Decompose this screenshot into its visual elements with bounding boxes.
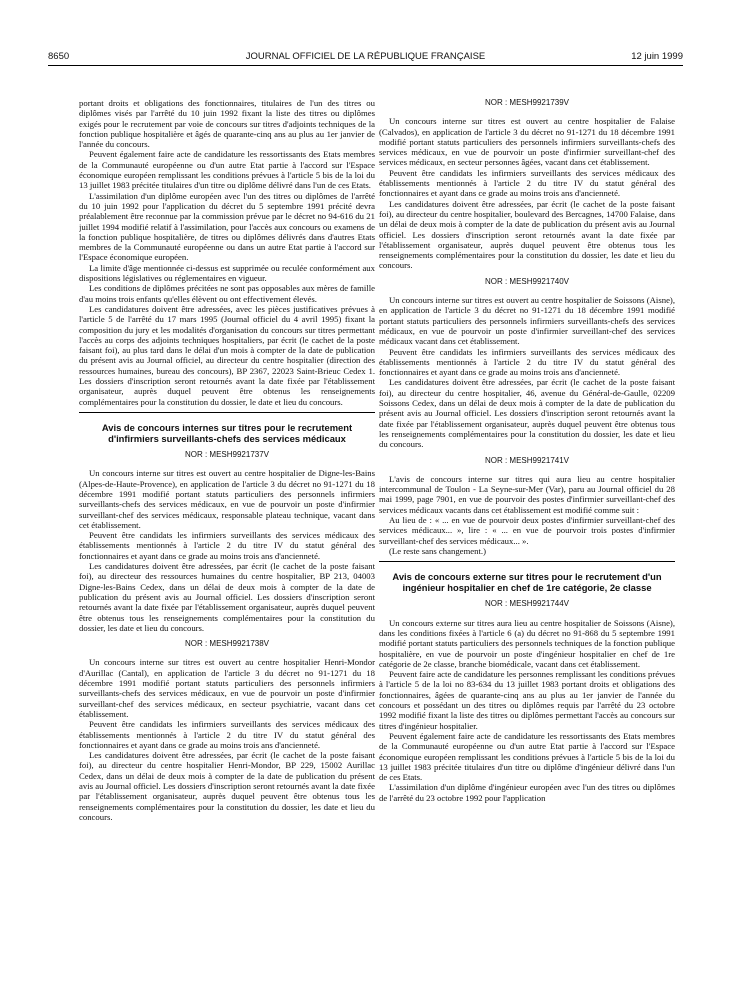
paragraph: Un concours interne sur titres est ouvert au centre hospitalier de Falaise (Calvados), en application de l'article 3 du décret no 91-1271 du 18 décembre 1991 modifié portant statuts particuliers des personnels infirmiers surveillants-chefs des services médicaux, en vue de pourvoir un poste d'infirmier surveillant-chef des services médicaux, en secteur personnes âgées, vacant dans cet établissement. (379, 116, 675, 168)
nor-reference: NOR : MESH9921737V (184, 450, 270, 460)
paragraph: Les candidatures doivent être adressées, par écrit (le cachet de la poste faisant foi), au directeur du centre hospitalier Henri-Mondor, BP 229, 15002 Aurillac Cedex, dans un délai de deux mois à compter de la date de publication du présent avis au Journal officiel. Les dossiers d'inscription seront retournés avant la date fixée par l'établissement organisateur, auprès duquel peuvent être obtenus tous les renseignements complémentaires pour la constitution du dossier, les date et lieu du concours. (79, 750, 375, 822)
paragraph: Peuvent faire acte de candidature les personnes remplissant les conditions prévues à l'article 5 de la loi no 83-634 du 13 juillet 1983 portant droits et obligations des fonctionnaires, âgées de quarante-cinq ans au plus au 1er janvier de l'année du concours et possédant un des titres ou diplômes requis par l'arrêté du 23 octobre 1992 modifié fixant la liste des titres ou diplômes permettant l'accès au concours sur titres d'ingénieur hospitalier. (379, 669, 675, 731)
section-divider (79, 412, 375, 413)
paragraph: Peuvent être candidats les infirmiers surveillants des services médicaux des établissements mentionnés à l'article 2 du titre IV du statut général des fonctionnaires et ayant dans ce grade au moins trois ans d'ancienneté. (379, 167, 675, 199)
paragraph: (Le reste sans changement.) (389, 545, 486, 556)
paragraph: Peuvent également faire acte de candidature les ressortissants des Etats membres de la Communauté européenne ou d'un autre Etat partie à l'accord sur l'Espace économique européen remplissant les conditions prévues à l'article 5 bis de la loi du 13 juillet 1983 précitée titulaires d'un titre ou diplôme d'ingénieur délivré dans l'un de ces Etats. (379, 730, 675, 783)
nor-reference: NOR : MESH9921741V (484, 455, 570, 465)
paragraph: Un concours interne sur titres est ouvert au centre hospitalier de Digne-les-Bains (Alpes-de-Haute-Provence), en application de l'article 3 du décret no 91-1271 du 18 décembre 1991 modifié portant statuts particuliers des personnels infirmiers surveillants-chefs des services médicaux, en vue de pourvoir un poste d'infirmier surveillant-chef des services médicaux, responsable plateau technique, vacant dans cet établissement. (79, 468, 375, 530)
paragraph: Les candidatures doivent être adressées, par écrit (le cachet de la poste faisant foi), au directeur des ressources humaines du centre hospitalier, BP 213, 04003 Digne-les-Bains Cedex, dans un délai de deux mois à compter de la date de publication du présent avis au Journal officiel. Les dossiers d'inscription seront retournés avant la date fixée par l'établissement organisateur, auprès duquel peuvent être obtenus tous les renseignements complémentaires pour la constitution du dossier, les date et lieu du concours. (79, 561, 375, 633)
paragraph: L'avis de concours interne sur titres qui aura lieu au centre hospitalier intercommunal de Toulon - La Seyne-sur-Mer (Var), paru au Journal officiel du 28 mai 1999, page 7901, en vue de pourvoir des postes d'infirmier surveillant-chef des services médicaux vacants dans cet établissement est modifié comme suit : (379, 473, 675, 515)
paragraph: Au lieu de : « ... en vue de pourvoir deux postes d'infirmier surveillant-chef des services médicaux... », lire : « ... en vue de pourvoir trois postes d'infirmier surveillant-chef des services médicaux... ». (379, 514, 675, 546)
paragraph: Les candidatures doivent être adressées, par écrit (le cachet de la poste faisant foi), au directeur du centre hospitalier, 46, avenue du Général-de-Gaulle, 02209 Soissons Cedex, dans un délai de deux mois à compter de la date de publication du présent avis au Journal officiel. Les dossiers d'inscription seront retournés avant la date fixée par l'établissement organisateur, auprès duquel peuvent être obtenus tous les renseignements complémentaires pour la constitution du dossier, les date et lieu du concours. (379, 377, 675, 450)
nor-reference: NOR : MESH9921739V (484, 98, 570, 107)
journal-title: JOURNAL OFFICIEL DE LA RÉPUBLIQUE FRANÇAISE (245, 50, 486, 62)
right-column (379, 98, 675, 982)
paragraph: Peuvent être candidats les infirmiers surveillants des services médicaux des établissements mentionnés à l'article 2 du titre IV du statut général des fonctionnaires et ayant dans ce grade au moins trois ans d'ancienneté. (79, 530, 375, 561)
paragraph: Un concours interne sur titres est ouvert au centre hospitalier Henri-Mondor d'Aurillac (Cantal), en application de l'article 3 du décret no 91-1271 du 18 décembre 1991 modifié portant statuts particuliers des personnels infirmiers surveillants-chefs des services médicaux, en vue de pourvoir un poste d'infirmier surveillant-chef des services médicaux, en secteur psychiatrie, vacant dans cet établissement. (79, 657, 375, 719)
header-rule (48, 65, 683, 66)
section-divider (379, 561, 675, 562)
issue-date: 12 juin 1999 (631, 50, 683, 62)
notice-heading: Avis de concours externe sur titres pour le recrutement d'un ingénieur hospitalier en chef de 1re catégorie, 2e classe (392, 571, 662, 593)
paragraph: L'assimilation d'un diplôme d'ingénieur européen avec l'un des titres ou diplômes de l'arrêté du 23 octobre 1992 pour l'application (379, 782, 675, 803)
paragraph: portant droits et obligations des fonctionnaires, titulaires de l'un des titres ou diplômes visés par l'arrêté du 10 juin 1992 fixant la liste des titres ou diplômes exigés pour le recrutement par voie de concours sur titres d'adjoints techniques de la fonction publique hospitalière et âgés de quarante-cinq ans au plus au 1er janvier de l'année du concours. (79, 98, 375, 150)
paragraph: Les candidatures doivent être adressées, par écrit (le cachet de la poste faisant foi), au directeur du centre hospitalier, boulevard des Bercagnes, 14700 Falaise, dans un délai de deux mois à compter de la date de publication du présent avis au Journal officiel. Les dossiers d'inscription seront retournés avant la date fixée par l'établissement organisateur, auprès duquel peuvent être obtenus tous les renseignements complémentaires pour la constitution du dossier, les date et lieu du concours. (379, 198, 675, 271)
page-header (48, 48, 683, 64)
paragraph: Peuvent être candidats les infirmiers surveillants des services médicaux des établissements mentionnés à l'article 2 du titre IV du statut général des fonctionnaires et ayant dans ce grade au moins trois ans d'ancienneté. (379, 346, 675, 378)
paragraph: Peuvent également faire acte de candidature les ressortissants des Etats membres de la Communauté européenne ou d'un autre Etat partie à l'accord sur l'Espace économique européen remplissant les conditions prévues à l'article 5 bis de la loi du 13 juillet 1983 précitée titulaires d'un titre ou diplôme délivré dans l'un de ces Etats. (79, 149, 375, 191)
paragraph: Un concours externe sur titres aura lieu au centre hospitalier de Soissons (Aisne), dans les conditions fixées à l'article 6 (a) du décret no 91-868 du 5 septembre 1991 modifié portant statuts particuliers des personnels techniques de la fonction publique hospitalière, en vue de pourvoir un poste d'ingénieur hospitalier en chef de 1re catégorie de 2e classe, branche biomédicale, vacant dans cet établissement. (379, 617, 675, 669)
nor-reference: NOR : MESH9921738V (184, 639, 270, 649)
paragraph: Un concours interne sur titres est ouvert au centre hospitalier de Soissons (Aisne), en application de l'article 3 du décret no 91-1271 du 18 décembre 1991 modifié portant statuts particuliers des personnels infirmiers surveillants-chefs des services médicaux, en vue de pourvoir un poste d'infirmier surveillant-chef des services médicaux vacant dans cet établissement. (379, 295, 675, 347)
paragraph: Les candidatures doivent être adressées, avec les pièces justificatives prévues à l'article 5 de l'arrêté du 17 mars 1995 (Journal officiel du 4 avril 1995) fixant la composition du jury et les modalités d'organisation du concours sur titres permettant l'accès au corps des adjoints techniques hospitaliers, par écrit (le cachet de la poste faisant foi), au plus tard dans le délai d'un mois à compter de la date de publication du présent avis au Journal officiel, au directeur du centre hospitalier (direction des ressources humaines, bureau des concours), BP 2367, 22023 Saint-Brieuc Cedex 1. Les dossiers d'inscription seront retournés avant la date fixée par l'établissement organisateur, auprès duquel peuvent être obtenus les renseignements complémentaires pour la constitution du dossier, le date et lieu du concours. (79, 303, 375, 407)
paragraph: Peuvent être candidats les infirmiers surveillants des services médicaux des établissements mentionnés à l'article 2 du titre IV du statut général des fonctionnaires et ayant dans ce grade au moins trois ans d'ancienneté. (79, 719, 375, 750)
paragraph: L'assimilation d'un diplôme européen avec l'un des titres ou diplômes de l'arrêté du 10 juin 1992 pour l'application du décret du 5 septembre 1991 précité devra préalablement être reconnue par la commission prévue par le décret no 94-616 du 21 juillet 1994 modifié relatif à l'assimilation, pour l'accès aux concours ou examens de la fonction publique hospitalière, de titres ou diplômes délivrés dans d'autres Etats membres de la Communauté européenne ou dans un autre Etat partie à l'accord sur l'Espace économique européen. (79, 190, 375, 263)
left-column (79, 98, 375, 982)
page-number: 8650 (48, 50, 70, 62)
notice-heading: Avis de concours internes sur titres pour le recrutement d'infirmiers surveillants-chefs des services médicaux (101, 421, 353, 444)
nor-reference: NOR : MESH9921744V (484, 599, 570, 609)
nor-reference: NOR : MESH9921740V (484, 276, 570, 286)
paragraph: La limite d'âge mentionnée ci-dessus est supprimée ou reculée conformément aux dispositions législatives ou réglementaires en vigueur. (79, 262, 375, 284)
paragraph: Les conditions de diplômes précitées ne sont pas opposables aux mères de famille d'au moins trois enfants qu'elles élèvent ou ont effectivement élevés. (79, 283, 375, 304)
